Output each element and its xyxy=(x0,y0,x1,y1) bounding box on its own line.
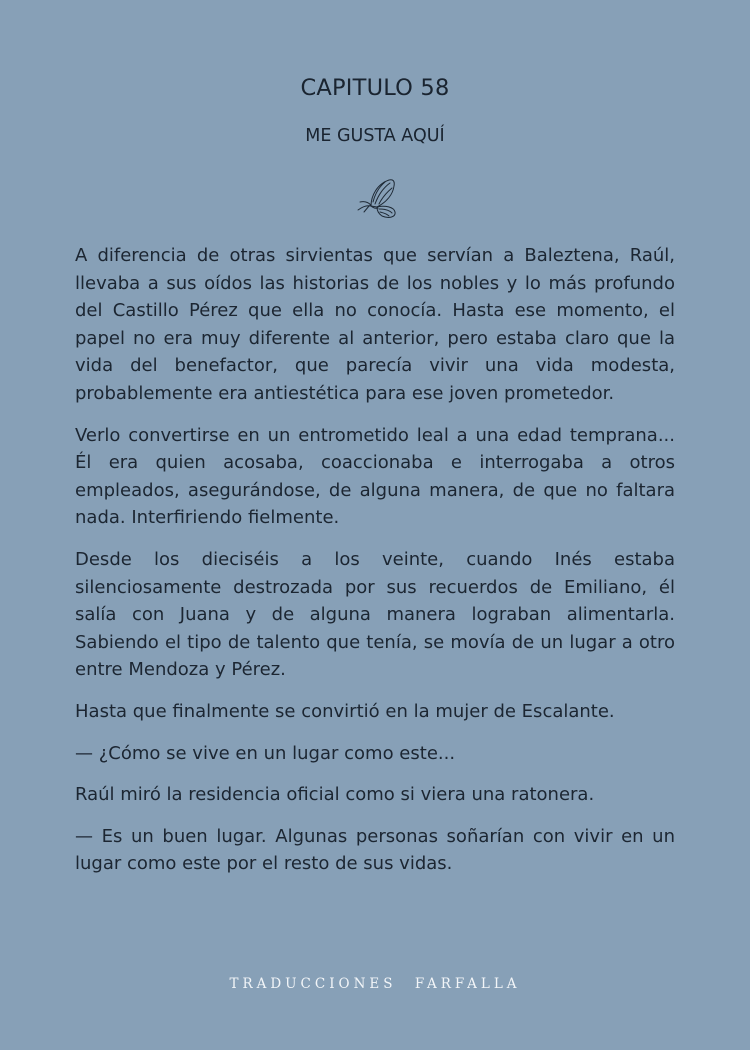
paragraph: Desde los dieciséis a los veinte, cuando Inés estaba silenciosamente destrozada por sus recuerdos de Emiliano, él salía con Juana y de alguna manera lograban alimentarla. Sabiendo el tipo de talento que tenía, se movía de un lugar a otro entre Mendoza y Pérez. xyxy=(75,548,675,681)
chapter-title: CAPITULO 58 xyxy=(300,75,450,101)
butterfly-icon xyxy=(351,178,399,220)
footer-credit: TRADUCCIONES FARFALLA xyxy=(229,976,521,992)
paragraph: Verlo convertirse en un entrometido leal a una edad temprana... Él era quien acosaba, coaccionaba e interrogaba a otros empleados, asegurándose, de alguna manera, de que no faltara nada. Interfiriendo fielmente. xyxy=(75,424,675,529)
paragraph: Raúl miró la residencia oficial como si viera una ratonera. xyxy=(75,784,595,806)
paragraph: Hasta que finalmente se convirtió en la mujer de Escalante. xyxy=(75,700,615,722)
chapter-subtitle: ME GUSTA AQUÍ xyxy=(305,126,445,146)
chapter-body xyxy=(75,242,675,892)
paragraph: A diferencia de otras sirvientas que servían a Baleztena, Raúl, llevaba a sus oídos las historias de los nobles y lo más profundo del Castillo Pérez que ella no conocía. Hasta ese momento, el papel no era muy diferente al anterior, pero estaba claro que la vida del benefactor, que parecía vivir una vida modesta, probablemente era antiestética para ese joven prometedor. xyxy=(75,245,675,404)
dialogue-line: — ¿Cómo se vive en un lugar como este... xyxy=(75,742,456,764)
dialogue-line: — Es un buen lugar. Algunas personas soñarían con vivir en un lugar como este por el resto de sus vidas. xyxy=(75,825,675,875)
